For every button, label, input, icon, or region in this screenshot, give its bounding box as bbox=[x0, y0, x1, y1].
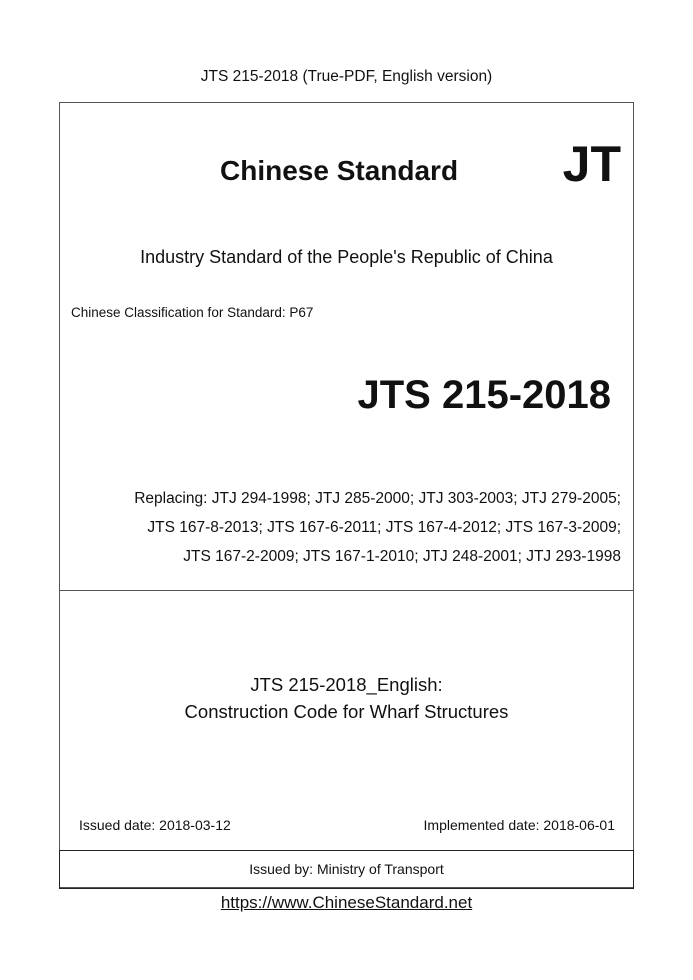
document-title bbox=[60, 671, 633, 725]
replacing-line: JTS 167-8-2013; JTS 167-6-2011; JTS 167-4-2012; JTS 167-3-2009; bbox=[147, 519, 621, 536]
standard-heading: Chinese Standard bbox=[220, 155, 459, 186]
standard-code: JTS 215-2018 bbox=[357, 373, 611, 417]
industry-line: Industry Standard of the People's Republic of China bbox=[140, 247, 553, 267]
footer-url bbox=[0, 893, 693, 913]
issued-date: Issued date: 2018-03-12 bbox=[79, 817, 231, 833]
standard-mark: JT bbox=[562, 136, 621, 192]
cover-top-section bbox=[60, 103, 633, 591]
replacing-line: Replacing: JTJ 294-1998; JTJ 285-2000; JTJ 303-2003; JTJ 279-2005; bbox=[134, 490, 621, 507]
website-link[interactable]: https://www.ChineseStandard.net bbox=[220, 893, 473, 912]
document-header-title: JTS 215-2018 (True-PDF, English version) bbox=[200, 68, 493, 85]
issued-by-box: Issued by: Ministry of Transport bbox=[59, 850, 634, 889]
classification-line: Chinese Classification for Standard: P67 bbox=[71, 305, 314, 320]
replacing-line: JTS 167-2-2009; JTS 167-1-2010; JTJ 248-2001; JTJ 293-1998 bbox=[183, 548, 621, 565]
cover-middle-section bbox=[60, 590, 633, 850]
document-title-line2: Construction Code for Wharf Structures bbox=[184, 701, 509, 722]
cover-frame bbox=[59, 102, 634, 888]
implemented-date: Implemented date: 2018-06-01 bbox=[423, 817, 615, 833]
replacing-block bbox=[134, 484, 621, 571]
document-title-line1: JTS 215-2018_English: bbox=[250, 674, 443, 695]
